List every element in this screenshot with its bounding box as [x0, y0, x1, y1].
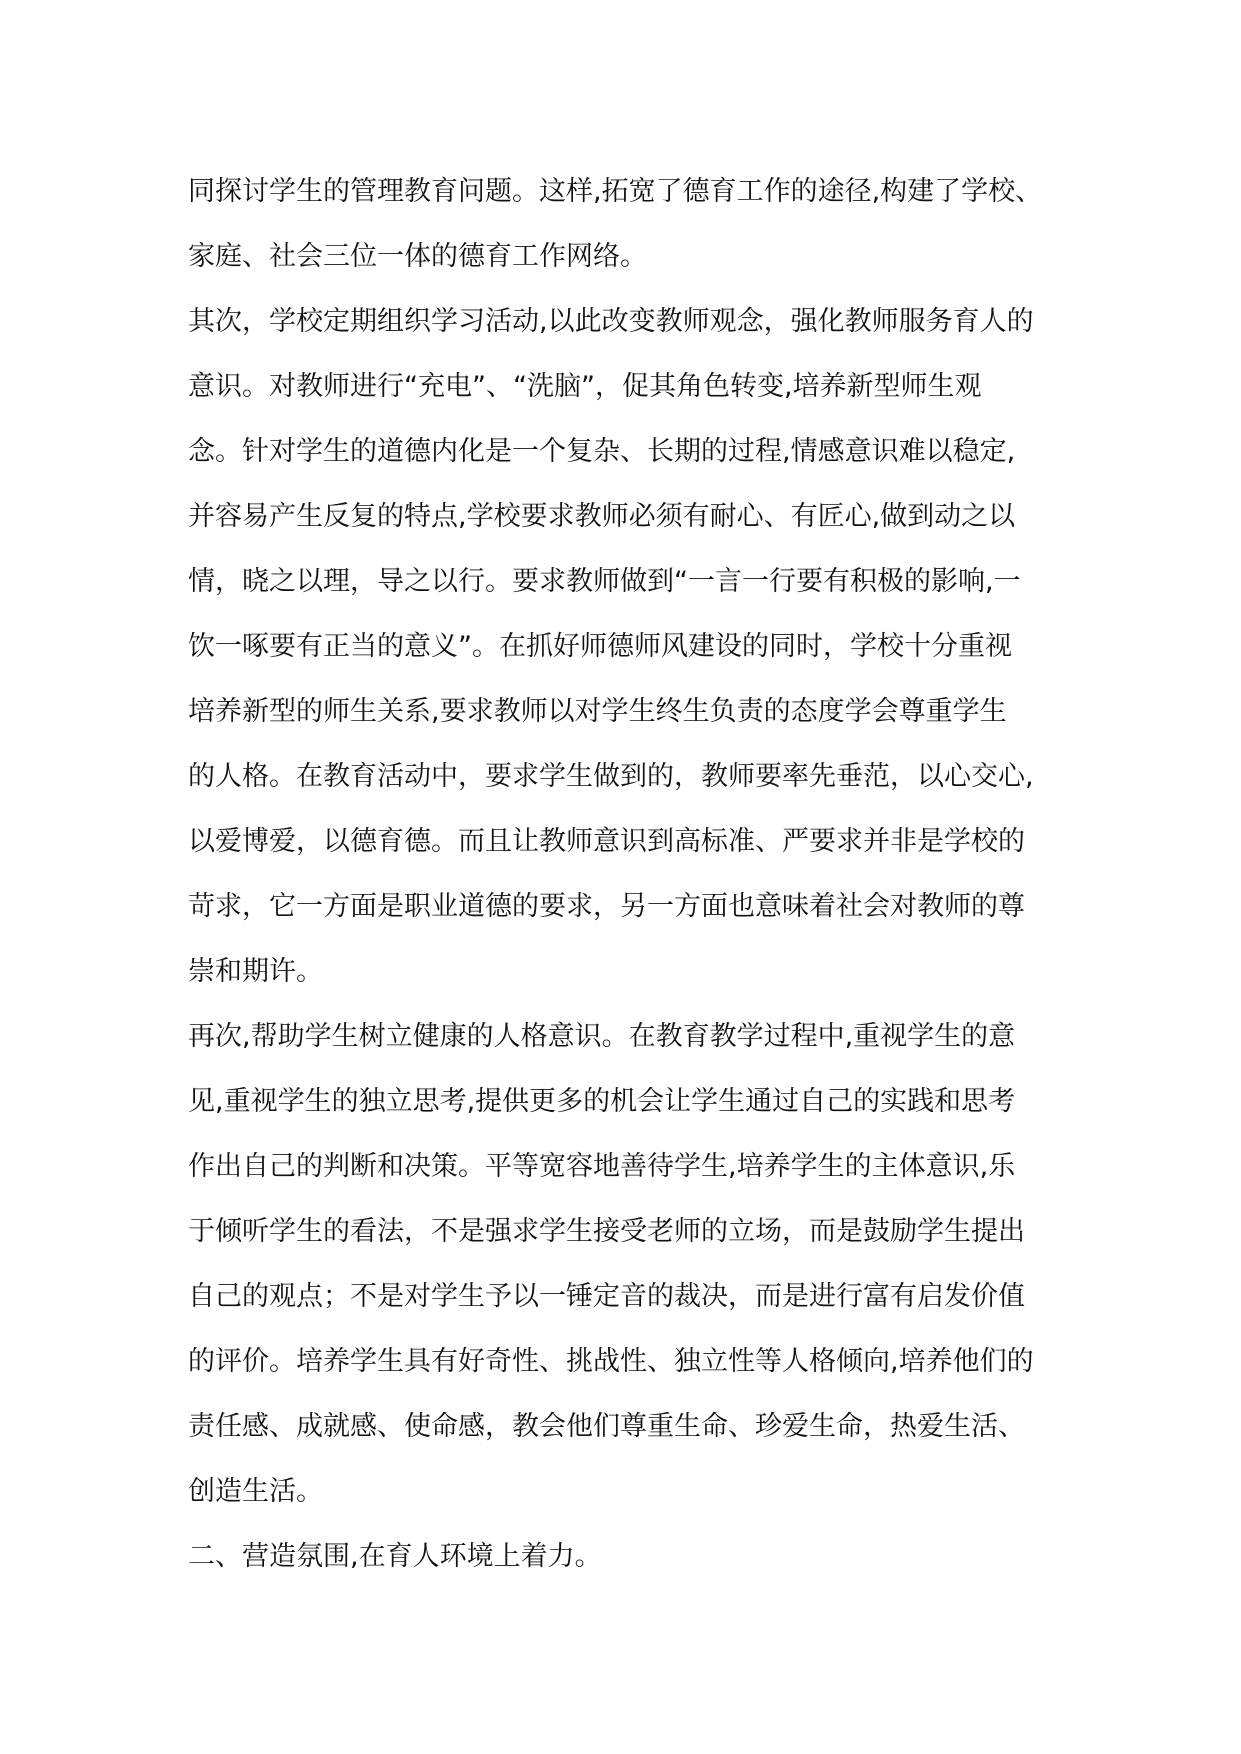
- text-line: 其次，学校定期组织学习活动,以此改变教师观念，强化教师服务育人的: [188, 306, 1034, 337]
- text-line: 崇和期许。: [188, 956, 323, 987]
- text-line: 家庭、社会三位一体的德育工作网络。: [188, 241, 647, 272]
- text-line: 培养新型的师生关系,要求教师以对学生终生负责的态度学会尊重学生: [188, 696, 1007, 727]
- text-line: 同探讨学生的管理教育问题。这样,拓宽了德育工作的途径,构建了学校、: [188, 176, 1043, 207]
- text-line: 的人格。在教育活动中，要求学生做到的，教师要率先垂范，以心交心,: [188, 761, 1034, 792]
- text-line: 作出自己的判断和决策。平等宽容地善待学生,培养学生的主体意识,乐: [188, 1151, 1016, 1182]
- text-line: 于倾听学生的看法，不是强求学生接受老师的立场，而是鼓励学生提出: [188, 1216, 1025, 1247]
- text-line: 的评价。培养学生具有好奇性、挑战性、独立性等人格倾向,培养他们的: [188, 1346, 1034, 1377]
- section-heading: 二、营造氛围,在育人环境上着力。: [188, 1541, 602, 1572]
- text-line: 并容易产生反复的特点,学校要求教师必须有耐心、有匠心,做到动之以: [188, 501, 1016, 532]
- text-line: 以爱博爱，以德育德。而且让教师意识到高标准、严要求并非是学校的: [188, 826, 1025, 857]
- text-line: 见,重视学生的独立思考,提供更多的机会让学生通过自己的实践和思考: [188, 1086, 1016, 1117]
- text-line: 责任感、成就感、使命感，教会他们尊重生命、珍爱生命，热爱生活、: [188, 1411, 1025, 1442]
- body-text: [188, 159, 1088, 1589]
- text-line: 情，晓之以理，导之以行。要求教师做到“一言一行要有积极的影响,一: [188, 566, 1021, 597]
- text-line: 饮一啄要有正当的意义”。在抓好师德师风建设的同时，学校十分重视: [188, 631, 1012, 662]
- text-line: 创造生活。: [188, 1476, 323, 1507]
- text-line: 再次,帮助学生树立健康的人格意识。在教育教学过程中,重视学生的意: [188, 1021, 1016, 1052]
- text-line: 苛求，它一方面是职业道德的要求，另一方面也意味着社会对教师的尊: [188, 891, 1025, 922]
- text-line: 念。针对学生的道德内化是一个复杂、长期的过程,情感意识难以稳定,: [188, 436, 1016, 467]
- text-line: 自己的观点；不是对学生予以一锤定音的裁决，而是进行富有启发价值: [188, 1281, 1025, 1312]
- text-line: 意识。对教师进行“充电”、“洗脑”，促其角色转变,培养新型师生观: [188, 371, 982, 402]
